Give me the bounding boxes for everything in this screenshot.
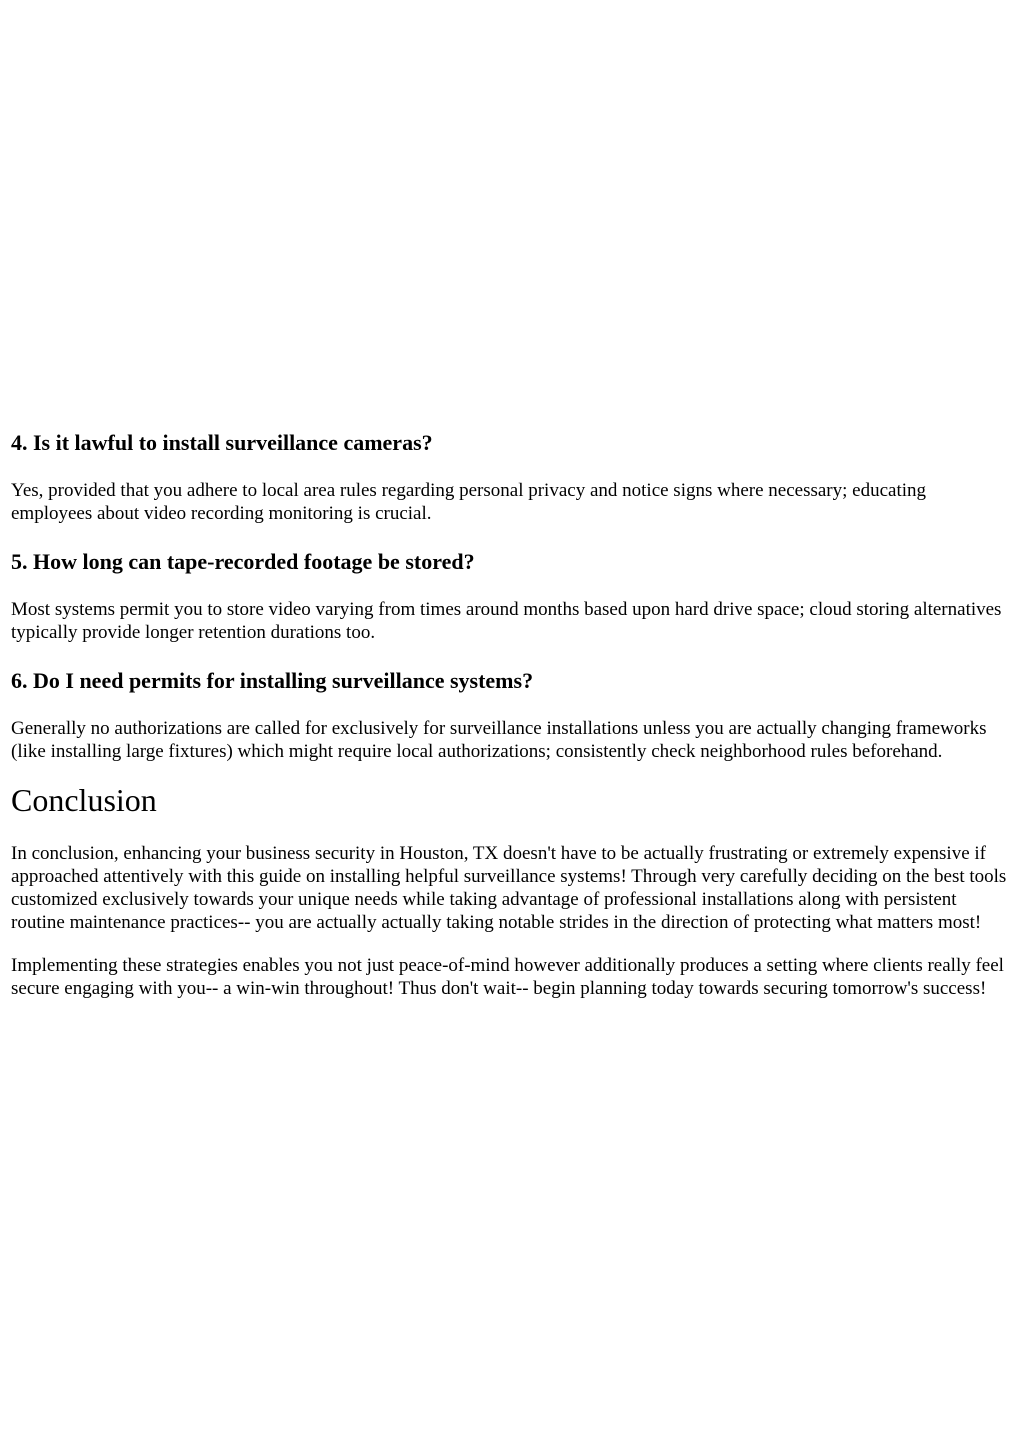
faq-question-4: 4. Is it lawful to install surveillance cameras? [11, 430, 433, 455]
faq-answer-6: Generally no authorizations are called for exclusively for surveillance installations unless you are actually changing frameworks (like installing large fixtures) which might require local authorizations; consistently check neighborhood rules beforehand. [11, 718, 987, 762]
document-page [11, 430, 1011, 1000]
faq-question-5: 5. How long can tape-recorded footage be stored? [11, 549, 475, 574]
faq-answer-4: Yes, provided that you adhere to local area rules regarding personal privacy and notice signs where necessary; educating employees about video recording monitoring is crucial. [11, 480, 927, 524]
conclusion-heading: Conclusion [11, 782, 157, 818]
faq-answer-5: Most systems permit you to store video varying from times around months based upon hard drive space; cloud storing alternatives typically provide longer retention durations too. [11, 599, 1002, 643]
faq-question-6: 6. Do I need permits for installing surveillance systems? [11, 668, 534, 693]
conclusion-paragraph-1: In conclusion, enhancing your business security in Houston, TX doesn't have to be actually frustrating or extremely expensive if approached attentively with this guide on installing helpful surveillance systems! Through very carefully deciding on the best tools customized exclusively towards your unique needs while taking advantage of professional installations along with persistent routine maintenance practices-- you are actually actually taking notable strides in the direction of protecting what matters most! [11, 843, 1007, 933]
conclusion-paragraph-2: Implementing these strategies enables you not just peace-of-mind however additionally produces a setting where clients really feel secure engaging with you-- a win-win throughout! Thus don't wait-- begin planning today towards securing tomorrow's success! [11, 955, 1004, 999]
